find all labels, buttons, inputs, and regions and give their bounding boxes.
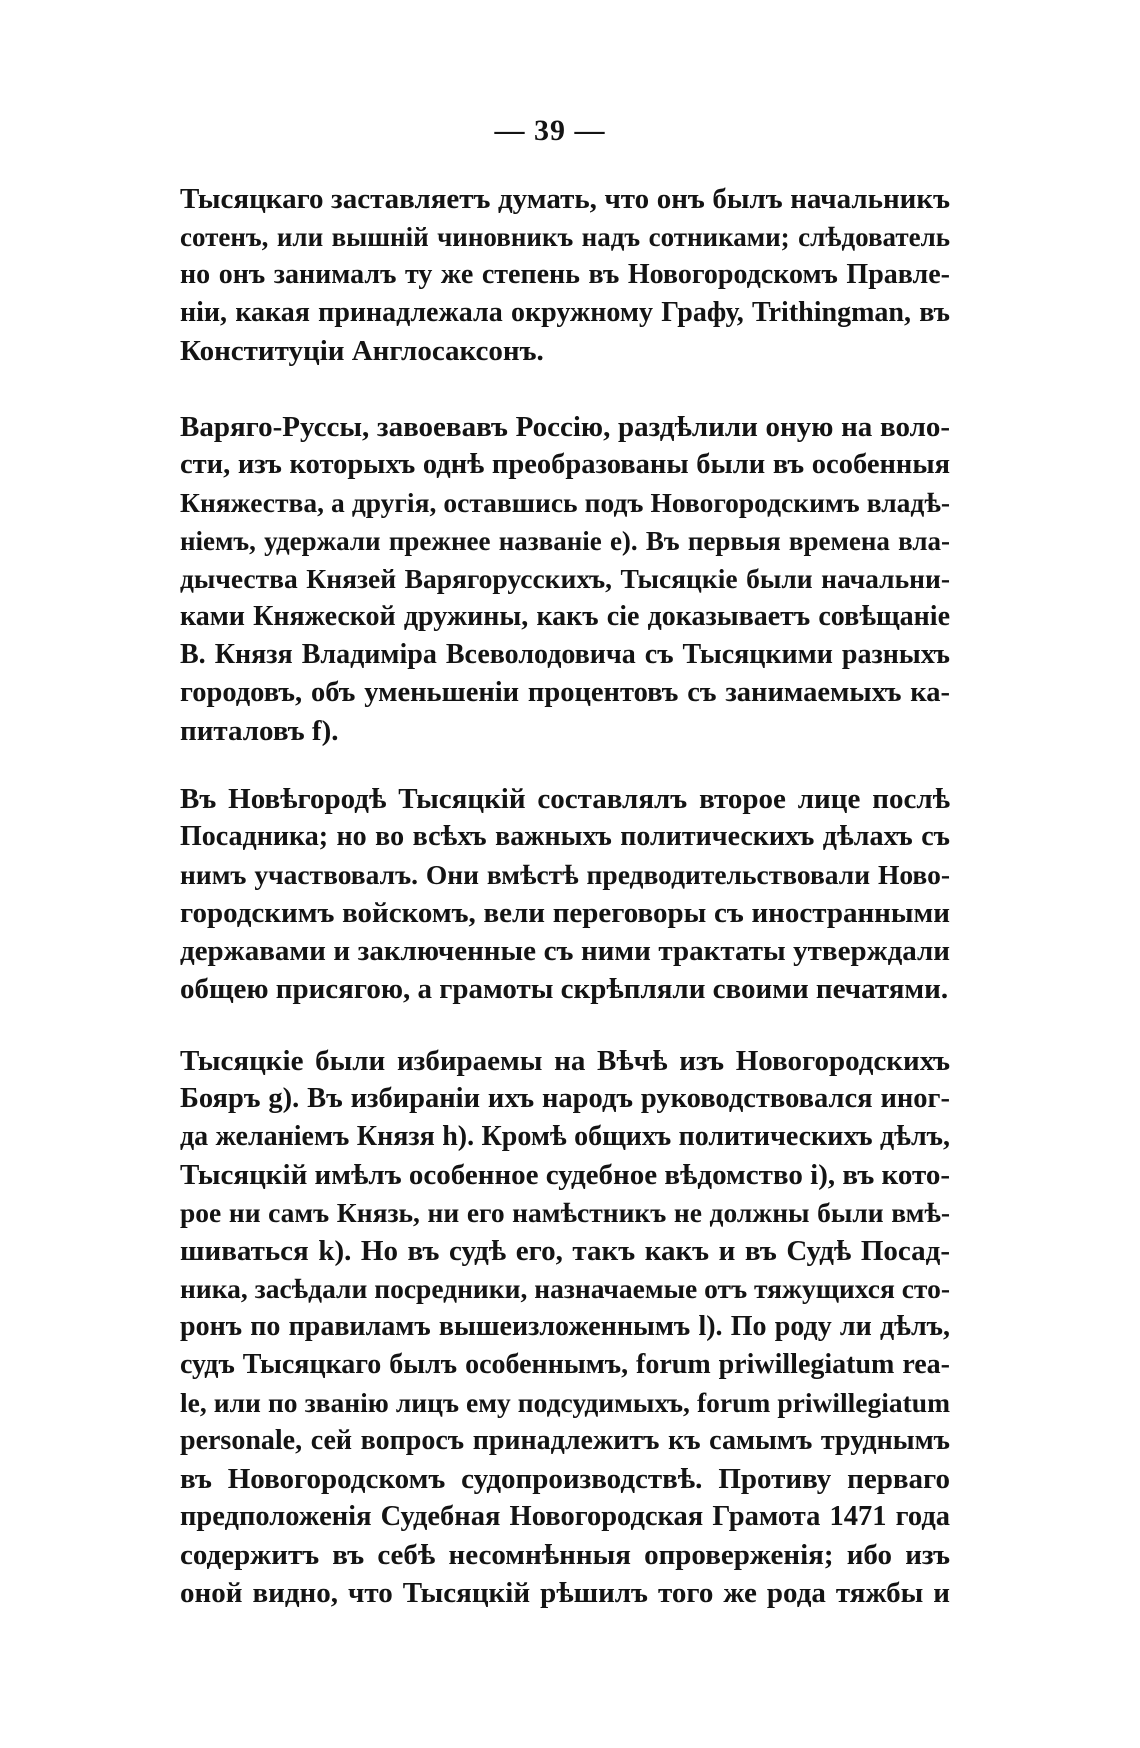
text-line: общею присягою, а грамоты скрѣпляли своими печатями. — [180, 973, 949, 1005]
text-line: сти, изъ которыхъ однѣ преобразованы были въ особенныя — [180, 449, 950, 480]
text-line: судъ Тысяцкаго былъ особеннымъ, forum priwillegiatum rea- — [180, 1349, 950, 1380]
text-line: питаловъ f). — [180, 715, 339, 747]
text-line: ками Княжеской дружины, какъ сiе доказываетъ совѣщанiе — [180, 601, 950, 632]
text-line: въ Новогородскомъ судопроизводствѣ. Противу перваго — [180, 1463, 950, 1495]
paragraph-3 — [180, 780, 950, 1008]
text-line: нiемъ, удержали прежнее названiе e). Въ первыя времена вла- — [180, 526, 950, 556]
page-number: — 39 — — [494, 114, 606, 147]
paragraph-1 — [180, 180, 950, 370]
text-line: но онъ занималъ ту же степень въ Новогородскомъ Правле- — [180, 259, 950, 290]
text-line: рое ни самъ Князь, ни его намѣстникъ не должны были вмѣ- — [180, 1197, 950, 1228]
text-line: нiи, какая принадлежала окружному Графу, Trithingman, въ — [180, 297, 950, 328]
text-line: ника, засѣдали посредники, назначаемые отъ тяжущихся сто- — [180, 1273, 950, 1304]
text-line: Варяго-Руссы, завоевавъ Россiю, раздѣлили оную на воло- — [180, 411, 950, 443]
text-line: шиваться k). Но въ судѣ его, такъ какъ и въ Судѣ Посад- — [180, 1235, 950, 1267]
text-line: да желанiемъ Князя h). Кромѣ общихъ политическихъ дѣлъ, — [180, 1121, 950, 1152]
text-line: Въ Новѣгородѣ Тысяцкiй составлялъ второе лице послѣ — [180, 783, 950, 815]
text-line: предположенiя Судебная Новогородская Грамота 1471 года — [180, 1501, 950, 1532]
text-line: дычества Князей Варягорусскихъ, Тысяцкiе были начальни- — [180, 563, 950, 594]
text-line: Княжества, а другiя, оставшись подъ Новогородскимъ владѣ- — [180, 487, 950, 518]
text-line: сотенъ, или вышнiй чиновникъ надъ сотниками; слѣдователь — [180, 222, 950, 252]
text-line: оной видно, что Тысяцкiй рѣшилъ того же рода тяжбы и — [180, 1577, 950, 1609]
text-line: Посадника; но во всѣхъ важныхъ политическихъ дѣлахъ съ — [180, 821, 950, 852]
text-line: городовъ, объ уменьшенiи процентовъ съ занимаемыхъ ка- — [180, 677, 950, 708]
text-line: Тысяцкiе были избираемы на Вѣчѣ изъ Новогородскихъ — [180, 1045, 950, 1077]
text-line: Бояръ g). Въ избиранiи ихъ народъ руководствовался иног- — [180, 1083, 950, 1114]
body-text — [180, 180, 950, 1612]
text-line: державами и заключенные съ ними трактаты утверждали — [180, 935, 950, 967]
paragraph-4 — [180, 1042, 950, 1612]
text-line: городскимъ войскомъ, вели переговоры съ иностранными — [180, 897, 950, 929]
text-line: нимъ участвовалъ. Они вмѣстѣ предводительствовали Ново- — [180, 859, 950, 890]
text-line: Конституцiи Англосаксонъ. — [180, 335, 544, 367]
text-line: Тысяцкiй имѣлъ особенное судебное вѣдомство i), въ кото- — [180, 1159, 950, 1191]
text-line: содержитъ въ себѣ несомнѣнныя опроверженiя; ибо изъ — [180, 1539, 950, 1571]
text-line: Тысяцкаго заставляетъ думать, что онъ былъ начальникъ — [180, 183, 950, 215]
text-line: personale, сей вопросъ принадлежитъ къ самымъ труднымъ — [180, 1425, 950, 1456]
text-line: ронъ по правиламъ вышеизложеннымъ l). По роду ли дѣлъ, — [180, 1311, 950, 1342]
text-line: В. Князя Владимiра Всеволодовича съ Тысяцкими разныхъ — [180, 639, 950, 670]
text-line: le, или по званiю лицъ ему подсудимыхъ, forum priwillegiatum — [180, 1387, 950, 1418]
paragraph-2 — [180, 408, 950, 750]
